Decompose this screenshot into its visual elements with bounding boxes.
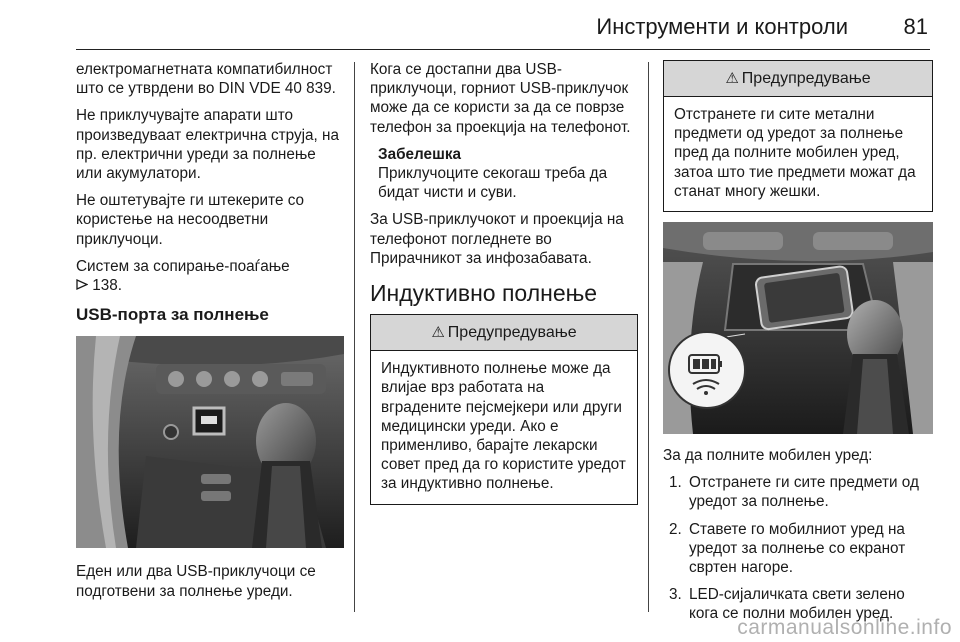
step-list xyxy=(663,473,933,623)
column-middle xyxy=(370,60,638,515)
paragraph: Не оштетувајте ги штекерите со користење на несоодветни приклучоци. xyxy=(76,192,305,248)
paragraph: електромагнетната компатибилност што се утврдени во DIN VDE 40 839. xyxy=(76,61,336,98)
warning-title: Предупредување xyxy=(741,69,871,87)
step-number: 2. xyxy=(669,520,682,538)
step-number: 3. xyxy=(669,586,682,604)
warning-header xyxy=(664,61,932,97)
watermark: carmanualsonline.info xyxy=(737,616,952,639)
step-number: 1. xyxy=(669,474,682,492)
warning-box xyxy=(663,60,933,212)
section-title: Инструменти и контроли xyxy=(596,14,848,39)
usb-port-photo xyxy=(76,336,344,548)
list-item xyxy=(663,473,933,511)
figure-caption: Еден или два USB-приклучоци се подготвени за полнење уреди. xyxy=(76,563,316,600)
paragraph: Не приклучувајте апарати што произведуваат електрична струја, на пр. електрични уреди за полнење или акумулатори. xyxy=(76,107,339,183)
page-number: 81 xyxy=(903,14,928,39)
page-header xyxy=(76,12,930,50)
paragraph: За USB-приклучокот и проекција на телефонот погледнете во Прирачникот за инфозабавата. xyxy=(370,211,624,267)
list-item xyxy=(663,520,933,578)
note-text: Приклучоците секогаш треба да бидат чисти и суви. xyxy=(378,165,608,202)
column-divider xyxy=(354,62,355,612)
step-text: Ставете го мобилниот уред на уредот за полнење со екранот свртен нагоре. xyxy=(689,520,906,577)
paragraph: Кога се достапни два USB-приклучоци, горниот USB-приклучок може да се користи за да се поврзе телефон за проекција на телефонот. xyxy=(370,61,631,136)
section-heading: Индуктивно полнење xyxy=(370,280,598,307)
warning-header xyxy=(371,315,637,351)
paragraph-reference xyxy=(76,257,344,295)
paragraph: За да полните мобилен уред: xyxy=(663,447,873,465)
reference-label: Систем за сопирање-поаѓање xyxy=(76,257,290,275)
column-right xyxy=(663,60,933,632)
warning-text: Индуктивното полнење може да влијае врз работата на вградените пејсмејкери или други медицински уреди. Ако е применливо, барајте лекарски совет пред да го користите уредот за индуктивно полнење. xyxy=(381,360,626,493)
arrow-reference-icon[interactable] xyxy=(76,277,92,294)
column-divider xyxy=(648,62,649,612)
column-left xyxy=(76,60,344,609)
note-title: Забелешка xyxy=(378,145,461,163)
inductive-charging-photo xyxy=(663,222,933,434)
note-box xyxy=(370,145,638,203)
warning-triangle-icon: ⚠ xyxy=(431,324,445,342)
warning-title: Предупредување xyxy=(447,324,577,342)
warning-box xyxy=(370,314,638,504)
warning-text: Отстранете ги сите метални предмети од уредот за полнење пред да полните мобилен уред, затоа што тие предмети можат да станат многу жешки. xyxy=(674,106,916,200)
reference-page-link[interactable]: 138. xyxy=(92,277,123,295)
section-heading: USB-порта за полнење xyxy=(76,305,269,325)
step-text: Отстранете ги сите предмети од уредот за полнење. xyxy=(689,474,919,511)
step-text: LED-сијаличката свети зелено кога се полни мобилен уред. xyxy=(689,586,905,623)
warning-triangle-icon: ⚠ xyxy=(725,69,739,87)
